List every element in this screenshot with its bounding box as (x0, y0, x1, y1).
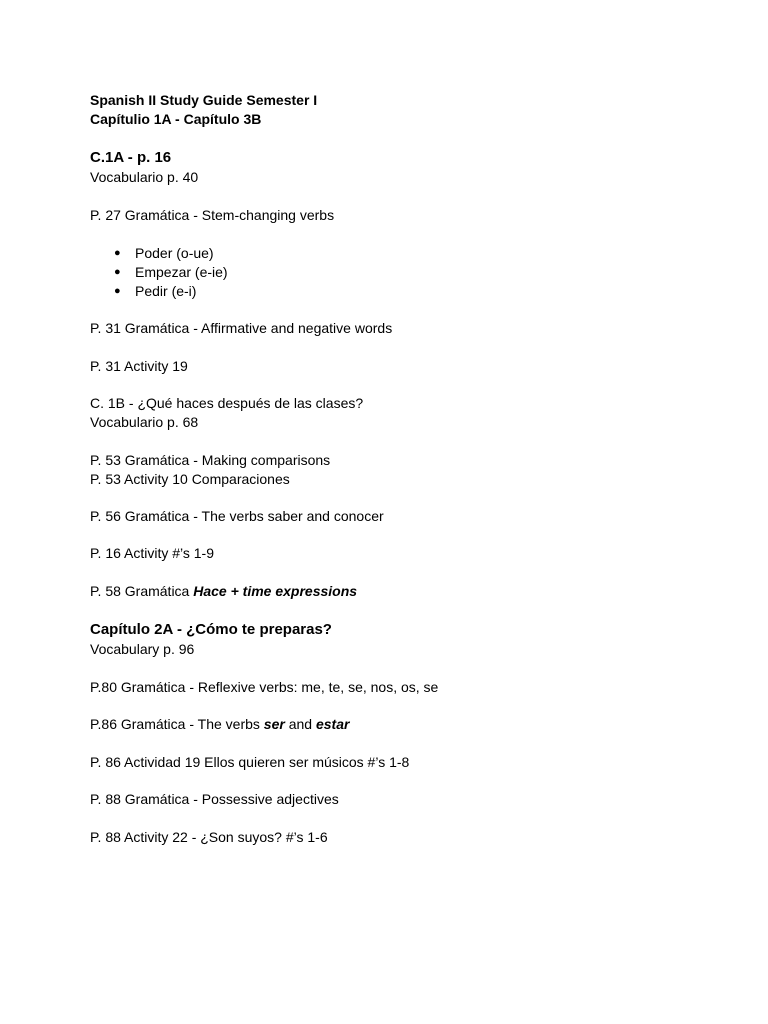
grammar-line-hace-emphasis: Hace + time expressions (193, 583, 358, 599)
grammar-word-ser: ser (263, 716, 285, 732)
vocab-line: Vocabulario p. 40 (90, 169, 199, 185)
activity-line-86-19: P. 86 Actividad 19 Ellos quieren ser músicos #’s 1-8 (90, 754, 410, 770)
bullet-item-pedir: Pedir (e-i) (135, 283, 197, 299)
activity-line-19: P. 31 Activity 19 (90, 358, 188, 374)
grammar-line-hace-prefix: P. 58 Gramática (90, 583, 194, 599)
grammar-line-possessive: P. 88 Gramática - Possessive adjectives (90, 791, 339, 807)
bullet-icon: ● (114, 266, 121, 278)
grammar-line-reflexive: P.80 Gramática - Reflexive verbs: me, te, se, nos, os, se (90, 679, 439, 695)
grammar-line-stem: P. 27 Gramática - Stem-changing verbs (90, 207, 335, 223)
grammar-line-ser-estar (90, 715, 349, 734)
activity-line-10: P. 53 Activity 10 Comparaciones (90, 471, 290, 487)
grammar-word-and: and (284, 716, 316, 732)
bullet-icon: ● (114, 285, 121, 297)
activity-line-16: P. 16 Activity #’s 1-9 (90, 545, 214, 561)
activity-line-22: P. 88 Activity 22 - ¿Son suyos? #’s 1-6 (90, 829, 328, 845)
document-title: Spanish II Study Guide Semester I (90, 92, 318, 108)
grammar-line-affirmative: P. 31 Gramática - Affirmative and negative words (90, 320, 393, 336)
section-heading-c2a: Capítulo 2A - ¿Cómo te preparas? (90, 621, 332, 638)
document-subtitle: Capítulio 1A - Capítulo 3B (90, 111, 262, 127)
bullet-icon: ● (114, 247, 121, 259)
vocab-line-c2a: Vocabulary p. 96 (90, 641, 195, 657)
vocab-line-c1b: Vocabulario p. 68 (90, 414, 199, 430)
grammar-line-ser-prefix: P.86 Gramática - The verbs (90, 716, 264, 732)
bullet-item-poder: Poder (o-ue) (135, 245, 214, 261)
grammar-line-saber: P. 56 Gramática - The verbs saber and conocer (90, 508, 384, 524)
bullet-item-empezar: Empezar (e-ie) (135, 264, 228, 280)
section-heading-c1a: C.1A - p. 16 (90, 149, 172, 166)
grammar-line-hace (90, 582, 357, 601)
grammar-line-comparisons: P. 53 Gramática - Making comparisons (90, 452, 331, 468)
section-line-c1b: C. 1B - ¿Qué haces después de las clases? (90, 395, 364, 411)
grammar-word-estar: estar (315, 716, 350, 732)
